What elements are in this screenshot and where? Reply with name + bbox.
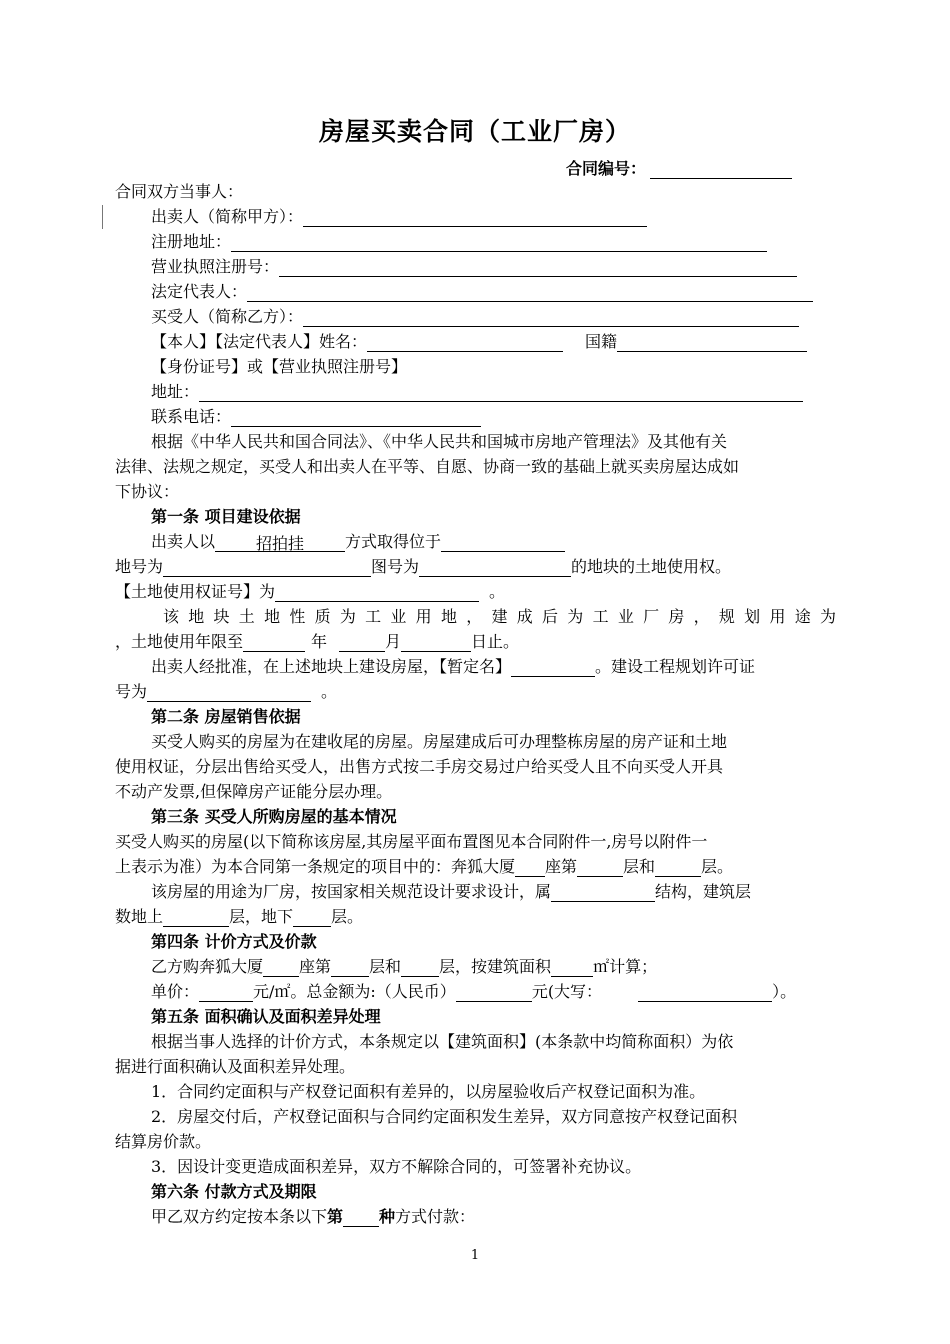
article-2-title: 第二条 房屋销售依据 <box>151 707 301 726</box>
month-blank <box>339 634 385 652</box>
block-blank <box>515 859 545 877</box>
contract-number-blank <box>650 160 792 179</box>
unit-price-label: 单价： <box>151 982 200 1001</box>
above-ground-blank <box>163 909 229 927</box>
address-line <box>151 382 803 402</box>
article-6-title: 第六条 付款方式及期限 <box>151 1182 317 1201</box>
day-label: 日止。 <box>471 632 520 651</box>
phone-label: 联系电话： <box>151 407 232 426</box>
article-1-line-7 <box>115 682 337 702</box>
address-label: 地址： <box>151 382 200 401</box>
above-ground-label: 数地上 <box>115 907 164 926</box>
buyer-name-label: 【本人】【法定代表人】姓名： <box>151 332 368 351</box>
parties-label: 合同双方当事人： <box>115 182 244 201</box>
article-1-line-2 <box>115 557 731 577</box>
payment-method-label: 方式付款： <box>395 1207 476 1226</box>
document-title: 房屋买卖合同（工业厂房） <box>318 117 631 146</box>
acquisition-method: 招拍挂 <box>215 534 345 552</box>
article-5-line-1: 根据当事人选择的计价方式，本条规定以【建筑面积】(本条款中均简称面积）为依 <box>151 1032 734 1051</box>
preamble-line-1: 根据《中华人民共和国合同法》、《中华人民共和国城市房地产管理法》及其他有关 <box>151 432 728 451</box>
area-unit-label: ㎡计算； <box>593 957 658 976</box>
article-3-line-3 <box>151 882 751 902</box>
amount-words-blank <box>638 984 772 1002</box>
contract-number-label: 合同编号： <box>566 159 647 178</box>
article-4-line-1 <box>151 957 657 977</box>
phone-line <box>151 407 481 427</box>
year-blank <box>243 634 305 652</box>
land-term-label: ，土地使用年限至 <box>115 632 244 651</box>
land-cert-blank <box>275 584 479 602</box>
buyer-line <box>151 307 799 327</box>
amount-words-label: 元(大写： <box>531 982 603 1001</box>
nationality-blank <box>617 334 807 352</box>
structure-blank <box>551 884 655 902</box>
buyer-blank <box>303 309 799 327</box>
building-name-label: 出卖人经批准，在上述地块上建设房屋，【暂定名】 <box>151 657 512 676</box>
preamble-line-3: 下协议： <box>115 482 180 501</box>
area-blank <box>551 959 593 977</box>
floor-to-blank <box>655 859 701 877</box>
total-amount-blank <box>456 984 532 1002</box>
payment-text: 甲乙双方约定按本条以下 <box>151 1207 328 1226</box>
purchase-floor-to-blank <box>401 959 439 977</box>
purchase-block-blank <box>263 959 299 977</box>
permit-label: 。建设工程规划许可证 <box>595 657 756 676</box>
buyer-name-blank <box>367 334 563 352</box>
usage-text: 该房屋的用途为厂房，按国家相关规范设计要求设计，属 <box>151 882 552 901</box>
article-5-line-2: 据进行面积确认及面积差异处理。 <box>115 1057 356 1076</box>
article-1-line-5 <box>115 632 519 652</box>
permit-number-label: 号为 <box>115 682 148 701</box>
article-2-line-1: 买受人购买的房屋为在建收尾的房屋。房屋建成后可办理整栋房屋的房产证和土地 <box>151 732 728 751</box>
purchase-block-label: 座第 <box>299 957 332 976</box>
purchase-floor-and: 层和 <box>369 957 402 976</box>
phone-blank <box>231 409 481 427</box>
floor-from-blank <box>577 859 623 877</box>
below-ground-label: 层，地下 <box>229 907 294 926</box>
map-number-blank <box>419 559 571 577</box>
address-blank <box>199 384 803 402</box>
article-1-line-3 <box>115 582 505 602</box>
lot-number-blank <box>163 559 371 577</box>
structure-label: 结构，建筑层 <box>655 882 752 901</box>
legal-rep-label: 法定代表人： <box>151 282 248 301</box>
article-1-line-4: 该地块土地性质为工业用地，建成后为工业厂房，规划用途为 <box>163 607 836 626</box>
payment-option-blank <box>343 1209 379 1227</box>
total-label: 元/㎡。总金额为:（人民币） <box>253 982 456 1001</box>
seller-blank <box>303 209 647 227</box>
page-number: 1 <box>470 1248 480 1263</box>
article-5-line-5: 结算房价款。 <box>115 1132 212 1151</box>
reg-address-label: 注册地址： <box>151 232 232 251</box>
legal-rep-blank <box>247 284 813 302</box>
art1-text-a: 出卖人以 <box>151 532 216 551</box>
article-2-line-3: 不动产发票,但保障房产证能分层办理。 <box>115 782 393 801</box>
unit-price-blank <box>199 984 253 1002</box>
below-ground-blank <box>293 909 331 927</box>
contract-number <box>566 156 792 179</box>
purchase-floor-from-blank <box>331 959 369 977</box>
building-text: 上表示为准）为本合同第一条规定的项目中的：奔狐大厦 <box>115 857 516 876</box>
art1-land-text: 的地块的土地使用权。 <box>571 557 732 576</box>
license-line <box>151 257 797 277</box>
art1-period: 。 <box>489 582 506 601</box>
purchase-text: 乙方购奔狐大厦 <box>151 957 264 976</box>
reg-address-blank <box>231 234 767 252</box>
permit-number-blank <box>147 684 311 702</box>
article-6-line-1 <box>151 1207 475 1227</box>
year-label: 年 <box>311 632 328 651</box>
article-1-line-1 <box>151 532 565 552</box>
location-blank <box>441 534 565 552</box>
legal-rep-line <box>151 282 813 302</box>
article-5-line-4: 2．房屋交付后，产权登记面积与合同约定面积发生差异，双方同意按产权登记面积 <box>151 1107 738 1126</box>
seller-label: 出卖人（简称甲方）： <box>151 207 304 226</box>
article-5-line-3: 1．合同约定面积与产权登记面积有差异的，以房屋验收后产权登记面积为准。 <box>151 1082 706 1101</box>
block-label: 座第 <box>545 857 578 876</box>
article-5-line-6: 3．因设计变更造成面积差异，双方不解除合同的，可签署补充协议。 <box>151 1157 642 1176</box>
article-4-line-2 <box>151 982 796 1002</box>
area-basis-label: 层，按建筑面积 <box>439 957 552 976</box>
article-3-line-2 <box>115 857 733 877</box>
article-3-line-1: 买受人购买的房屋(以下简称该房屋,其房屋平面布置图见本合同附件一,房号以附件一 <box>115 832 708 851</box>
id-label: 【身份证号】或【营业执照注册号】 <box>151 357 408 376</box>
margin-mark <box>102 205 103 229</box>
buyer-name-line <box>151 332 807 352</box>
article-1-line-6 <box>151 657 755 677</box>
article-3-line-4 <box>115 907 363 927</box>
preamble-line-2: 法律、法规之规定，买受人和出卖人在平等、自愿、协商一致的基础上就买卖房屋达成如 <box>115 457 740 476</box>
floor-end-label: 层。 <box>701 857 734 876</box>
art1-period-2: 。 <box>321 682 338 701</box>
article-3-title: 第三条 买受人所购房屋的基本情况 <box>151 807 397 826</box>
month-label: 月 <box>385 632 402 651</box>
article-5-title: 第五条 面积确认及面积差异处理 <box>151 1007 381 1026</box>
article-4-title: 第四条 计价方式及价款 <box>151 932 317 951</box>
payment-kind: 种 <box>379 1207 396 1226</box>
art1-map-label: 图号为 <box>371 557 420 576</box>
floor-suffix-label: 层。 <box>331 907 364 926</box>
day-blank <box>401 634 471 652</box>
article-2-line-2: 使用权证，分层出售给买受人，出售方式按二手房交易过户给买受人且不向买受人开具 <box>115 757 724 776</box>
building-name-blank <box>511 659 595 677</box>
payment-ordinal: 第 <box>327 1207 344 1226</box>
seller-line <box>151 207 647 227</box>
buyer-label: 买受人（简称乙方）： <box>151 307 304 326</box>
floor-and-label: 层和 <box>623 857 656 876</box>
art1-lot-label: 地号为 <box>115 557 164 576</box>
article-1-title: 第一条 项目建设依据 <box>151 507 301 526</box>
art1-text-b: 方式取得位于 <box>345 532 442 551</box>
land-cert-label: 【土地使用权证号】为 <box>115 582 276 601</box>
nationality-label: 国籍 <box>585 332 618 351</box>
amount-close: ）。 <box>772 982 797 1001</box>
license-label: 营业执照注册号： <box>151 257 280 276</box>
reg-address-line <box>151 232 767 252</box>
license-blank <box>279 259 797 277</box>
